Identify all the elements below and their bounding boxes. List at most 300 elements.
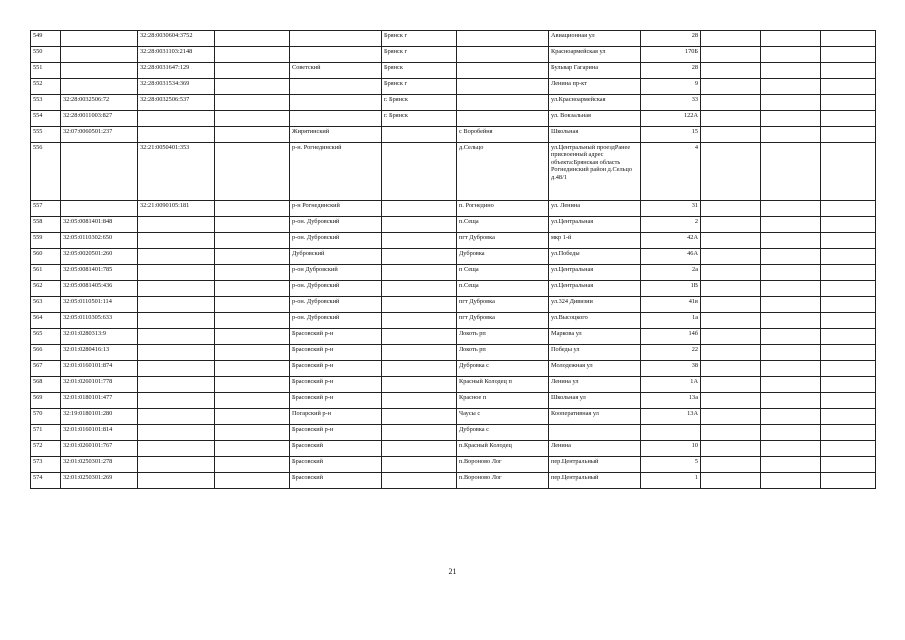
city-cell: [382, 201, 457, 217]
blank-cell: [761, 345, 821, 361]
district-cell: Брасовский р-н: [290, 361, 382, 377]
table-row: [31, 473, 876, 489]
cadastral-number-cell: 32:01:0280416:13: [61, 345, 138, 361]
blank-cell: [701, 425, 761, 441]
table-row: [31, 217, 876, 233]
cadastral-number-cell: [61, 79, 138, 95]
blank-cell: [701, 95, 761, 111]
blank-cell: [215, 47, 290, 63]
table-row: [31, 111, 876, 127]
blank-cell: [701, 143, 761, 201]
table-row: [31, 79, 876, 95]
blank-cell: [215, 201, 290, 217]
street-cell: Авиационная ул: [549, 31, 641, 47]
blank-cell: [215, 79, 290, 95]
district-cell: Брасовский: [290, 441, 382, 457]
house-number-cell: 2а: [641, 265, 701, 281]
settlement-cell: п. Рогнедино: [457, 201, 549, 217]
cadastral-number-2-cell: [138, 265, 215, 281]
cadastral-number-cell: 32:05:0110302:650: [61, 233, 138, 249]
row-number-cell: 573: [31, 457, 61, 473]
cadastral-number-cell: 32:01:0250301:278: [61, 457, 138, 473]
blank-cell: [701, 111, 761, 127]
blank-cell: [821, 111, 876, 127]
blank-cell: [215, 127, 290, 143]
blank-cell: [821, 47, 876, 63]
table-row: [31, 143, 876, 201]
table-row: [31, 409, 876, 425]
district-cell: р-н Рогнединский: [290, 201, 382, 217]
cadastral-number-cell: 32:05:0110305:633: [61, 313, 138, 329]
blank-cell: [701, 393, 761, 409]
house-number-cell: 41в: [641, 297, 701, 313]
blank-cell: [761, 393, 821, 409]
settlement-cell: Чаусы с: [457, 409, 549, 425]
settlement-cell: с Воробейня: [457, 127, 549, 143]
cadastral-number-cell: 32:05:0110501:114: [61, 297, 138, 313]
blank-cell: [761, 457, 821, 473]
city-cell: [382, 297, 457, 313]
city-cell: [382, 217, 457, 233]
cadastral-number-2-cell: [138, 409, 215, 425]
house-number-cell: 2: [641, 217, 701, 233]
blank-cell: [821, 143, 876, 201]
street-cell: ул.Центральная: [549, 281, 641, 297]
cadastral-number-cell: 32:05:0081401:785: [61, 265, 138, 281]
blank-cell: [215, 473, 290, 489]
settlement-cell: пгт Дубровка: [457, 297, 549, 313]
street-cell: Кооперативная ул: [549, 409, 641, 425]
settlement-cell: [457, 111, 549, 127]
blank-cell: [761, 441, 821, 457]
house-number-cell: 1В: [641, 281, 701, 297]
district-cell: р-он. Дубровский: [290, 297, 382, 313]
city-cell: Брянск г: [382, 31, 457, 47]
blank-cell: [821, 393, 876, 409]
blank-cell: [701, 233, 761, 249]
table-row: [31, 457, 876, 473]
table-body: [31, 31, 876, 489]
settlement-cell: п.Вороново Лог: [457, 457, 549, 473]
table-row: [31, 377, 876, 393]
house-number-cell: 9: [641, 79, 701, 95]
document-page: [30, 30, 875, 489]
blank-cell: [215, 329, 290, 345]
city-cell: Брянск г: [382, 47, 457, 63]
street-cell: ул. Ленина: [549, 201, 641, 217]
blank-cell: [701, 329, 761, 345]
cadastral-number-2-cell: 32:28:0031647:129: [138, 63, 215, 79]
blank-cell: [701, 441, 761, 457]
blank-cell: [761, 265, 821, 281]
row-number-cell: 550: [31, 47, 61, 63]
cadastral-number-cell: [61, 201, 138, 217]
blank-cell: [761, 297, 821, 313]
street-cell: Красноармейская ул: [549, 47, 641, 63]
blank-cell: [215, 217, 290, 233]
row-number-cell: 567: [31, 361, 61, 377]
blank-cell: [701, 297, 761, 313]
blank-cell: [215, 345, 290, 361]
city-cell: [382, 329, 457, 345]
settlement-cell: п.Сеща: [457, 281, 549, 297]
street-cell: Победы ул: [549, 345, 641, 361]
blank-cell: [701, 457, 761, 473]
blank-cell: [761, 409, 821, 425]
cadastral-number-2-cell: [138, 249, 215, 265]
district-cell: Брасовский р-н: [290, 329, 382, 345]
register-table: [30, 30, 876, 489]
row-number-cell: 569: [31, 393, 61, 409]
blank-cell: [821, 473, 876, 489]
row-number-cell: 574: [31, 473, 61, 489]
blank-cell: [761, 127, 821, 143]
city-cell: [382, 281, 457, 297]
district-cell: Брасовский р-н: [290, 425, 382, 441]
blank-cell: [701, 361, 761, 377]
table-row: [31, 95, 876, 111]
row-number-cell: 551: [31, 63, 61, 79]
district-cell: Брасовский р-н: [290, 377, 382, 393]
cadastral-number-2-cell: [138, 457, 215, 473]
row-number-cell: 559: [31, 233, 61, 249]
district-cell: [290, 95, 382, 111]
cadastral-number-cell: [61, 143, 138, 201]
district-cell: [290, 79, 382, 95]
blank-cell: [215, 313, 290, 329]
city-cell: [382, 233, 457, 249]
cadastral-number-cell: 32:01:0250301:269: [61, 473, 138, 489]
blank-cell: [821, 217, 876, 233]
street-cell: [549, 425, 641, 441]
blank-cell: [701, 127, 761, 143]
street-cell: ул.Победы: [549, 249, 641, 265]
street-cell: Ленина пр-кт: [549, 79, 641, 95]
house-number-cell: 22: [641, 345, 701, 361]
row-number-cell: 564: [31, 313, 61, 329]
blank-cell: [215, 297, 290, 313]
district-cell: [290, 47, 382, 63]
blank-cell: [821, 457, 876, 473]
blank-cell: [761, 377, 821, 393]
street-cell: ул.Центральный проездРанее присвоенный адрес объекта:Брянская область Рогнединский район д.Сельцо д.48/1: [549, 143, 641, 201]
table-row: [31, 31, 876, 47]
cadastral-number-cell: 32:05:0081401:848: [61, 217, 138, 233]
blank-cell: [761, 63, 821, 79]
cadastral-number-cell: [61, 63, 138, 79]
blank-cell: [761, 281, 821, 297]
cadastral-number-cell: 32:01:0260101:778: [61, 377, 138, 393]
row-number-cell: 549: [31, 31, 61, 47]
table-row: [31, 313, 876, 329]
street-cell: ул. Вокзальная: [549, 111, 641, 127]
settlement-cell: п.Сеща: [457, 217, 549, 233]
cadastral-number-2-cell: [138, 377, 215, 393]
cadastral-number-2-cell: 32:28:0030604:3752: [138, 31, 215, 47]
district-cell: Брасовский р-н: [290, 393, 382, 409]
cadastral-number-2-cell: 32:28:0032506:537: [138, 95, 215, 111]
blank-cell: [215, 143, 290, 201]
blank-cell: [215, 425, 290, 441]
row-number-cell: 572: [31, 441, 61, 457]
settlement-cell: [457, 31, 549, 47]
house-number-cell: 28: [641, 63, 701, 79]
table-row: [31, 63, 876, 79]
cadastral-number-2-cell: [138, 345, 215, 361]
blank-cell: [761, 217, 821, 233]
blank-cell: [701, 281, 761, 297]
street-cell: Бульвар Гагарина: [549, 63, 641, 79]
row-number-cell: 566: [31, 345, 61, 361]
city-cell: г. Брянск: [382, 111, 457, 127]
row-number-cell: 552: [31, 79, 61, 95]
blank-cell: [701, 377, 761, 393]
cadastral-number-cell: 32:01:0280313:9: [61, 329, 138, 345]
blank-cell: [761, 361, 821, 377]
cadastral-number-2-cell: [138, 361, 215, 377]
street-cell: ул.Высоцкого: [549, 313, 641, 329]
settlement-cell: Дубровка: [457, 249, 549, 265]
blank-cell: [701, 265, 761, 281]
cadastral-number-2-cell: 32:21:0050401:353: [138, 143, 215, 201]
row-number-cell: 561: [31, 265, 61, 281]
blank-cell: [821, 425, 876, 441]
district-cell: р-он Дубровский: [290, 265, 382, 281]
district-cell: р-он. Дубровский: [290, 233, 382, 249]
blank-cell: [701, 47, 761, 63]
blank-cell: [821, 329, 876, 345]
row-number-cell: 562: [31, 281, 61, 297]
blank-cell: [215, 441, 290, 457]
cadastral-number-cell: 32:01:0160101:814: [61, 425, 138, 441]
table-row: [31, 425, 876, 441]
blank-cell: [215, 281, 290, 297]
house-number-cell: 46А: [641, 249, 701, 265]
house-number-cell: 31: [641, 201, 701, 217]
district-cell: Дубровский: [290, 249, 382, 265]
blank-cell: [215, 249, 290, 265]
blank-cell: [701, 31, 761, 47]
house-number-cell: [641, 425, 701, 441]
blank-cell: [761, 249, 821, 265]
table-row: [31, 201, 876, 217]
blank-cell: [761, 47, 821, 63]
row-number-cell: 557: [31, 201, 61, 217]
district-cell: Брасовский: [290, 457, 382, 473]
city-cell: [382, 441, 457, 457]
settlement-cell: д.Сельцо: [457, 143, 549, 201]
city-cell: [382, 473, 457, 489]
city-cell: [382, 143, 457, 201]
settlement-cell: Красный Колодец п: [457, 377, 549, 393]
city-cell: [382, 313, 457, 329]
cadastral-number-cell: 32:05:0020501:260: [61, 249, 138, 265]
blank-cell: [821, 441, 876, 457]
settlement-cell: п.Вороново Лог: [457, 473, 549, 489]
blank-cell: [761, 473, 821, 489]
table-row: [31, 361, 876, 377]
blank-cell: [701, 249, 761, 265]
city-cell: [382, 393, 457, 409]
street-cell: ул.Красноармейская: [549, 95, 641, 111]
table-row: [31, 127, 876, 143]
blank-cell: [821, 313, 876, 329]
district-cell: р-он. Дубровский: [290, 217, 382, 233]
house-number-cell: 170Б: [641, 47, 701, 63]
row-number-cell: 563: [31, 297, 61, 313]
blank-cell: [761, 79, 821, 95]
cadastral-number-2-cell: [138, 473, 215, 489]
blank-cell: [761, 425, 821, 441]
district-cell: Брасовский р-н: [290, 345, 382, 361]
blank-cell: [761, 111, 821, 127]
district-cell: р-он. Дубровский: [290, 313, 382, 329]
row-number-cell: 554: [31, 111, 61, 127]
house-number-cell: 38: [641, 361, 701, 377]
cadastral-number-2-cell: [138, 297, 215, 313]
district-cell: р-он. Дубровский: [290, 281, 382, 297]
blank-cell: [701, 409, 761, 425]
blank-cell: [215, 233, 290, 249]
blank-cell: [821, 297, 876, 313]
house-number-cell: 1а: [641, 313, 701, 329]
blank-cell: [215, 95, 290, 111]
blank-cell: [821, 79, 876, 95]
row-number-cell: 571: [31, 425, 61, 441]
blank-cell: [821, 265, 876, 281]
blank-cell: [821, 127, 876, 143]
row-number-cell: 558: [31, 217, 61, 233]
settlement-cell: Дубровка с: [457, 425, 549, 441]
settlement-cell: Красное п: [457, 393, 549, 409]
city-cell: [382, 249, 457, 265]
city-cell: [382, 127, 457, 143]
blank-cell: [761, 329, 821, 345]
settlement-cell: [457, 95, 549, 111]
blank-cell: [701, 63, 761, 79]
blank-cell: [821, 95, 876, 111]
blank-cell: [701, 201, 761, 217]
house-number-cell: 33: [641, 95, 701, 111]
blank-cell: [821, 377, 876, 393]
street-cell: Маркова ул: [549, 329, 641, 345]
cadastral-number-cell: 32:28:0032506:72: [61, 95, 138, 111]
cadastral-number-2-cell: 32:28:0031103:2148: [138, 47, 215, 63]
house-number-cell: 13А: [641, 409, 701, 425]
cadastral-number-2-cell: [138, 329, 215, 345]
blank-cell: [821, 233, 876, 249]
blank-cell: [761, 201, 821, 217]
blank-cell: [821, 249, 876, 265]
street-cell: ул.324 Дивизии: [549, 297, 641, 313]
row-number-cell: 553: [31, 95, 61, 111]
cadastral-number-2-cell: [138, 233, 215, 249]
house-number-cell: 10: [641, 441, 701, 457]
street-cell: мкр 1-й: [549, 233, 641, 249]
blank-cell: [761, 31, 821, 47]
table-row: [31, 297, 876, 313]
house-number-cell: 1: [641, 473, 701, 489]
cadastral-number-2-cell: [138, 217, 215, 233]
city-cell: [382, 425, 457, 441]
blank-cell: [821, 409, 876, 425]
blank-cell: [821, 31, 876, 47]
blank-cell: [215, 111, 290, 127]
cadastral-number-2-cell: [138, 393, 215, 409]
district-cell: [290, 31, 382, 47]
district-cell: р-н. Рогнединский: [290, 143, 382, 201]
blank-cell: [215, 377, 290, 393]
blank-cell: [215, 63, 290, 79]
blank-cell: [215, 31, 290, 47]
blank-cell: [215, 265, 290, 281]
settlement-cell: пгт Дубровка: [457, 313, 549, 329]
city-cell: [382, 345, 457, 361]
blank-cell: [215, 393, 290, 409]
blank-cell: [215, 361, 290, 377]
table-row: [31, 329, 876, 345]
cadastral-number-2-cell: [138, 111, 215, 127]
row-number-cell: 555: [31, 127, 61, 143]
settlement-cell: пгт Дубровка: [457, 233, 549, 249]
cadastral-number-2-cell: [138, 313, 215, 329]
blank-cell: [215, 409, 290, 425]
settlement-cell: [457, 63, 549, 79]
settlement-cell: Дубровка с: [457, 361, 549, 377]
city-cell: [382, 457, 457, 473]
street-cell: Школьная ул: [549, 393, 641, 409]
street-cell: ул.Центральная: [549, 265, 641, 281]
blank-cell: [701, 313, 761, 329]
street-cell: ул.Центральная: [549, 217, 641, 233]
table-row: [31, 441, 876, 457]
street-cell: Ленина ул: [549, 377, 641, 393]
district-cell: [290, 111, 382, 127]
blank-cell: [821, 361, 876, 377]
row-number-cell: 565: [31, 329, 61, 345]
house-number-cell: 42А: [641, 233, 701, 249]
blank-cell: [821, 281, 876, 297]
street-cell: пер.Центральный: [549, 473, 641, 489]
page-number: 21: [448, 567, 457, 576]
district-cell: Погарский р-н: [290, 409, 382, 425]
blank-cell: [701, 217, 761, 233]
row-number-cell: 556: [31, 143, 61, 201]
settlement-cell: [457, 79, 549, 95]
table-row: [31, 233, 876, 249]
settlement-cell: [457, 47, 549, 63]
street-cell: Ленина: [549, 441, 641, 457]
blank-cell: [821, 345, 876, 361]
row-number-cell: 560: [31, 249, 61, 265]
house-number-cell: 4: [641, 143, 701, 201]
cadastral-number-cell: 32:01:0180101:477: [61, 393, 138, 409]
blank-cell: [761, 313, 821, 329]
district-cell: Советский: [290, 63, 382, 79]
blank-cell: [761, 143, 821, 201]
table-row: [31, 281, 876, 297]
cadastral-number-2-cell: 32:28:0031534:369: [138, 79, 215, 95]
blank-cell: [215, 457, 290, 473]
table-row: [31, 345, 876, 361]
cadastral-number-cell: 32:28:0011003:827: [61, 111, 138, 127]
settlement-cell: п Сеща: [457, 265, 549, 281]
district-cell: Брасовский: [290, 473, 382, 489]
blank-cell: [701, 79, 761, 95]
street-cell: Школьная: [549, 127, 641, 143]
house-number-cell: 15: [641, 127, 701, 143]
blank-cell: [821, 201, 876, 217]
